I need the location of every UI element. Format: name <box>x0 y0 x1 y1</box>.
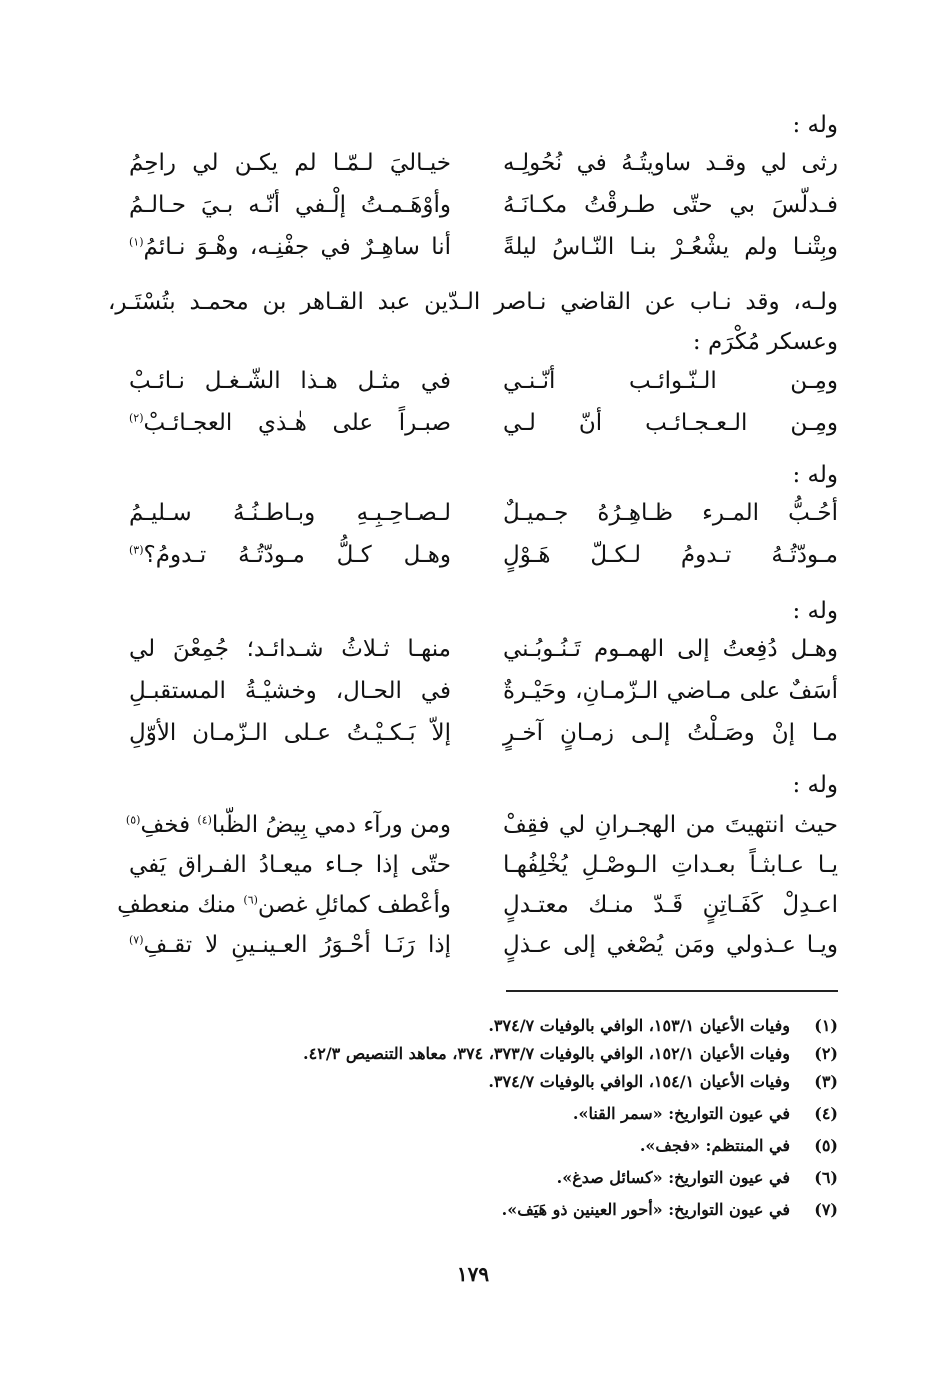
verse-first-hemistich: فـدلّسَ بي حتّى طـرقْتُ مكـانَـهُ <box>503 192 838 218</box>
verse-second-hemistich: صبـراً على هٰـذي العجـائـبْ$^{(٢)}$ <box>129 410 451 436</box>
verse-second-hemistich: وأعْطف كمائلِ غصن$^{(٦)}$ منك منعطفِ <box>117 892 451 918</box>
footnote: (٤)في عيون التواريخ: «سمر القنا». <box>572 1104 838 1123</box>
footnote: (٥)في المنتظم: «فجف». <box>639 1136 838 1155</box>
footnote: (٧)في عيون التواريخ: «أحور العينين ذو هَيَف». <box>501 1200 838 1219</box>
verse-second-hemistich: وهـل كـلُّ مـودّتُـهُ تـدومُ؟$^{(٣)}$ <box>129 542 451 568</box>
footnote-marker: (٧) <box>129 933 144 947</box>
footnote-marker: (٥) <box>125 813 141 827</box>
verse-first-hemistich: ويـا عـذولي ومَن يُصْغي إلى عـذلٍ <box>503 932 838 958</box>
section-intro: وله : <box>792 772 838 798</box>
verse-second-hemistich: خيـاليَ لـمّـا لم يكـن لي راحِمُ <box>129 150 451 176</box>
verse-second-hemistich: في الحـال، وخشيْـةُ المستقبـلِ <box>129 678 451 704</box>
verse-second-hemistich: إلاّ بَـكـيْـتُ عـلى الـزّمـان الأوّلِ <box>129 720 451 746</box>
footnote: (٢)وفيات الأعيان ١٥٢/١، الوافي بالوفيات ٣٧٣/٧، ٣٧٤، معاهد التنصيص ٤٢/٣. <box>303 1044 838 1063</box>
footnote-marker: (٦) <box>243 893 258 907</box>
section-intro: وله : <box>792 462 838 488</box>
verse-second-hemistich: لـصـاحِـبِـهِ وبـاطـنُـهُ سـليـمُ <box>129 500 451 526</box>
page-number: ١٧٩ <box>456 1262 490 1286</box>
verse-second-hemistich: أنا ساهِـرٌ في جفْنِـه، وهْـوَ نـائمُ$^{(١)}$ <box>129 234 451 260</box>
verse-first-hemistich: أحُـبُّ المـرء ظـاهِـرُهُ جـميـلٌ <box>503 500 838 526</box>
verse-second-hemistich: حتّى إذا جـاء ميعـادُ الفـراق يَفي <box>129 852 451 878</box>
section-intro: وله : <box>792 598 838 624</box>
footnote-marker: (٢) <box>129 411 144 425</box>
section-prose: ولـه، وقد نـاب عن القاضي نـاصر الـدّين عبد القـاهر بن محمـد بتُسْتَـر، وعسكر مُكْرَم : <box>108 289 838 355</box>
footnote-marker: (٣) <box>129 543 144 557</box>
verse-second-hemistich: وأوْهَـمـتُ إلْـفي أنّـه بـيَ حـالـمُ <box>129 192 451 218</box>
verse-second-hemistich: ومن ورآء دمي بِيضُ الظّبا$^{(٤)}$ فخفِ$^{(٥)}$ <box>125 812 451 838</box>
verse-second-hemistich: إذا رَنَـا أحْـوَرُ العـينـينِ لا تقـفِ$^{(٧)}$ <box>129 932 451 958</box>
verse-first-hemistich: رثى لي وقـد ساويتُـهُ في نُحُولِـه <box>503 150 838 176</box>
verse-first-hemistich: ومِـن الـنّـوائـب أنّـنـي <box>503 368 838 394</box>
footnote: (١)وفيات الأعيان ١٥٣/١، الوافي بالوفيات ٣٧٤/٧. <box>488 1016 838 1035</box>
verse-first-hemistich: وبِتْنـا ولم يشْعُـرْ بنـا النّـاسُ ليلةً <box>503 234 838 260</box>
verse-second-hemistich: في مثـل هـذا الشّـغـل نـائـبْ <box>129 368 451 394</box>
verse-first-hemistich: وهـل دُفِعتُ إلى الهمـوم تَـنُـوبُـني <box>503 636 838 662</box>
section-intro: وله : <box>792 112 838 138</box>
verse-first-hemistich: أسَفٌ على مـاضي الـزّمـانِ، وحَيْـرةٌ <box>503 678 838 704</box>
footnote: (٦)في عيون التواريخ: «كسائل صدغ». <box>556 1168 838 1187</box>
verse-first-hemistich: مـودّتُـهُ تـدومُ لـكـلّ هَـوْلٍ <box>503 542 838 568</box>
footnote: (٣)وفيات الأعيان ١٥٤/١، الوافي بالوفيات ٣٧٤/٧. <box>488 1072 838 1091</box>
footnote-marker: (١) <box>129 235 144 249</box>
verse-first-hemistich: مـا إنْ وصَـلْتُ إلـى زمـانٍ آخـرٍ <box>503 720 838 746</box>
verse-first-hemistich: حيث انتهيتَ من الهجـرانِ لي فقِفْ <box>503 812 838 838</box>
verse-first-hemistich: اعـدِلْ كَفَـاتِنٍ قَـدّ منـك معتـدلٍ <box>503 892 838 918</box>
verse-first-hemistich: يـا عـابثـاً بعـداتِ الـوصْـلِ يُخْلِفُهـا <box>503 852 838 878</box>
verse-first-hemistich: ومِـن الـعـجـائـب أنّ لـي <box>503 410 838 436</box>
footnote-divider <box>506 990 838 992</box>
verse-second-hemistich: منهـا ثـلاثُ شـدائـد؛ جُمِعْنَ لي <box>129 636 451 662</box>
footnote-marker: (٤) <box>197 813 212 827</box>
